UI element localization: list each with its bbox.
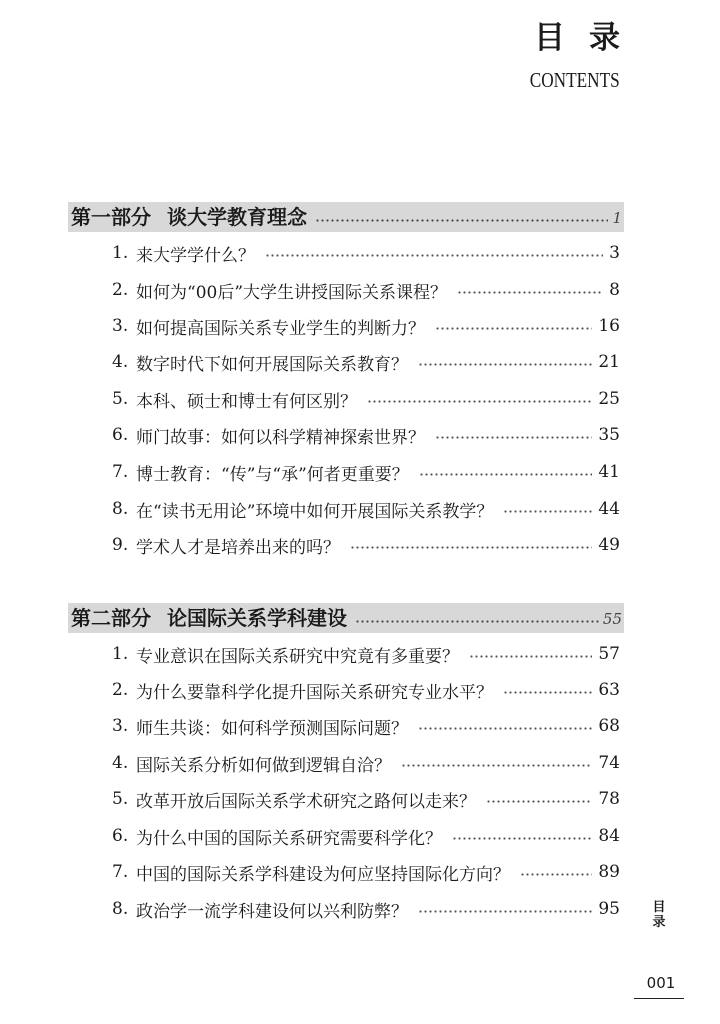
entry-page-number: 84 — [598, 826, 620, 846]
entry-page-number: 95 — [598, 899, 620, 919]
toc-entry[interactable] — [112, 457, 620, 487]
toc-entry[interactable] — [112, 420, 620, 450]
dot-leader — [418, 363, 592, 366]
entry-page-number: 44 — [598, 499, 620, 519]
toc-entry[interactable] — [112, 347, 620, 377]
entry-page-number: 41 — [598, 462, 620, 482]
toc-entry[interactable] — [112, 384, 620, 414]
entry-number: 5. — [112, 389, 129, 409]
toc-entry[interactable] — [112, 275, 620, 305]
entry-title: 学术人才是培养出来的吗？ — [136, 537, 340, 558]
entry-number: 8. — [112, 499, 129, 519]
entry-number: 7. — [112, 862, 129, 882]
entry-title: 数字时代下如何开展国际关系教育？ — [136, 354, 408, 375]
part-title — [71, 202, 307, 232]
entry-page-number: 3 — [609, 243, 620, 263]
dot-leader — [355, 620, 599, 623]
entry-page-number: 74 — [598, 753, 620, 773]
entry-number: 7. — [112, 462, 129, 482]
entry-page-number: 8 — [609, 280, 620, 300]
entry-title: 如何提高国际关系专业学生的判断力？ — [136, 318, 425, 339]
part-name: 论国际关系学科建设 — [167, 606, 347, 630]
entry-number: 8. — [112, 899, 129, 919]
entry-title: 博士教育：“传”与“承”何者更重要？ — [136, 464, 409, 485]
toc-entry[interactable] — [112, 311, 620, 341]
entry-page-number: 89 — [598, 862, 620, 882]
part-page-number: 1 — [612, 209, 622, 227]
entry-page-number: 16 — [598, 316, 620, 336]
entry-page-number: 21 — [598, 352, 620, 372]
dot-leader — [401, 764, 592, 767]
entry-title: 在“读书无用论”环境中如何开展国际关系教学？ — [136, 501, 494, 522]
entry-number: 5. — [112, 789, 129, 809]
entry-number: 1. — [112, 644, 129, 664]
entry-number: 6. — [112, 826, 129, 846]
page-number: 001 — [646, 974, 676, 992]
toc-entry[interactable] — [112, 711, 620, 741]
entry-title: 师门故事：如何以科学精神探索世界？ — [136, 427, 425, 448]
entry-title: 来大学学什么？ — [136, 245, 255, 266]
entry-number: 2. — [112, 680, 129, 700]
entry-page-number: 49 — [598, 535, 620, 555]
toc-entry[interactable] — [112, 238, 620, 268]
dot-leader — [457, 291, 603, 294]
entry-title: 师生共谈：如何科学预测国际问题？ — [136, 718, 408, 739]
toc-entry[interactable] — [112, 494, 620, 524]
entry-number: 6. — [112, 425, 129, 445]
entry-page-number: 78 — [598, 789, 620, 809]
entry-title: 为什么要靠科学化提升国际关系研究专业水平？ — [136, 682, 493, 703]
dot-leader — [486, 800, 592, 803]
dot-leader — [315, 219, 608, 222]
entry-page-number: 35 — [598, 425, 620, 445]
entry-page-number: 63 — [598, 680, 620, 700]
dot-leader — [435, 436, 592, 439]
dot-leader — [265, 254, 603, 257]
entry-number: 4. — [112, 753, 129, 773]
part-label: 第一部分 — [71, 205, 151, 229]
entry-title: 改革开放后国际关系学术研究之路何以走来？ — [136, 791, 476, 812]
part-heading[interactable] — [68, 603, 624, 633]
entry-number: 3. — [112, 316, 129, 336]
entry-number: 2. — [112, 280, 129, 300]
dot-leader — [503, 510, 592, 513]
dot-leader — [367, 400, 592, 403]
dot-leader — [435, 327, 592, 330]
dot-leader — [418, 910, 592, 913]
dot-leader — [520, 873, 592, 876]
toc-entry[interactable] — [112, 748, 620, 778]
entry-number: 9. — [112, 535, 129, 555]
entry-page-number: 57 — [598, 644, 620, 664]
toc-entry[interactable] — [112, 639, 620, 669]
toc-subtitle: CONTENTS — [530, 68, 620, 92]
dot-leader — [419, 473, 593, 476]
toc-entry[interactable] — [112, 821, 620, 851]
toc-title: 目录 — [534, 20, 644, 56]
toc-entry[interactable] — [112, 784, 620, 814]
entry-title: 中国的国际关系学科建设为何应坚持国际化方向？ — [136, 864, 510, 885]
dot-leader — [469, 655, 592, 658]
entry-title: 本科、硕士和博士有何区别？ — [136, 391, 357, 412]
toc-entry[interactable] — [112, 894, 620, 924]
dot-leader — [418, 727, 592, 730]
entry-number: 3. — [112, 716, 129, 736]
toc-entry[interactable] — [112, 530, 620, 560]
entry-title: 政治学一流学科建设何以兴利防弊？ — [136, 901, 408, 922]
part-title — [71, 603, 347, 633]
part-name: 谈大学教育理念 — [167, 205, 307, 229]
entry-number: 4. — [112, 352, 129, 372]
toc-entry[interactable] — [112, 857, 620, 887]
entry-title: 国际关系分析如何做到逻辑自洽？ — [136, 755, 391, 776]
entry-title: 为什么中国的国际关系研究需要科学化？ — [136, 828, 442, 849]
dot-leader — [503, 691, 592, 694]
entry-number: 1. — [112, 243, 129, 263]
entry-title: 专业意识在国际关系研究中究竟有多重要？ — [136, 646, 459, 667]
part-page-number: 55 — [602, 610, 622, 628]
entry-page-number: 25 — [598, 389, 620, 409]
toc-entry[interactable] — [112, 675, 620, 705]
entry-title: 如何为“00后”大学生讲授国际关系课程？ — [136, 282, 448, 303]
entry-page-number: 68 — [598, 716, 620, 736]
dot-leader — [350, 546, 592, 549]
dot-leader — [452, 837, 592, 840]
page-number-rule — [634, 998, 684, 999]
part-heading[interactable] — [68, 202, 624, 232]
part-label: 第二部分 — [71, 606, 151, 630]
side-section-tab: 目录 — [652, 900, 666, 930]
